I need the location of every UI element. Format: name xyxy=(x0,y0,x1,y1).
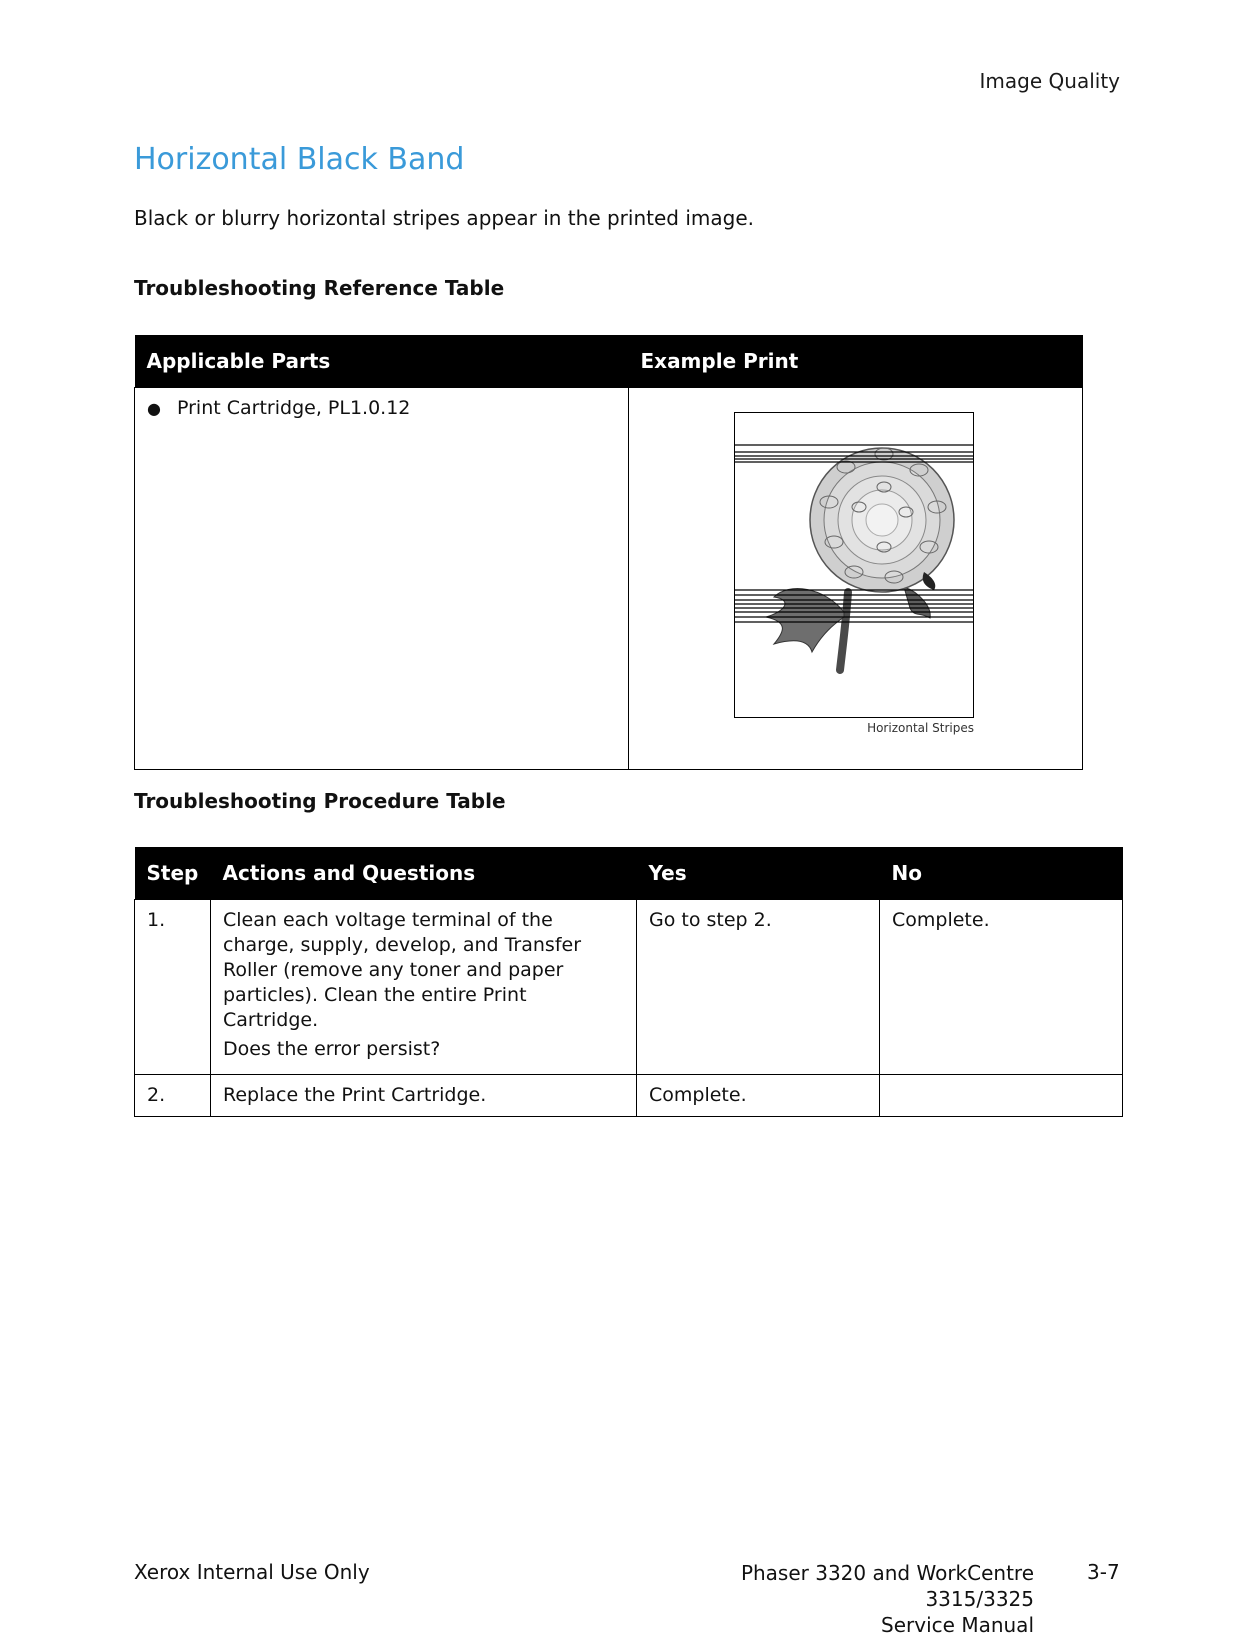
example-print-caption: Horizontal Stripes xyxy=(867,721,974,735)
column-header-actions: Actions and Questions xyxy=(211,847,637,900)
reference-table-row xyxy=(135,388,1083,770)
footer-product-name: Phaser 3320 and WorkCentre 3315/3325 xyxy=(740,1561,1034,1611)
page-number: 3-7 xyxy=(1087,1560,1120,1584)
table-row xyxy=(135,1075,1123,1117)
list-item xyxy=(147,396,616,421)
step-cell: 2. xyxy=(135,1075,211,1117)
procedure-table-header-row xyxy=(135,847,1123,900)
footer-confidentiality: Xerox Internal Use Only xyxy=(134,1560,370,1584)
yes-cell: Go to step 2. xyxy=(637,900,880,1075)
actions-cell xyxy=(211,900,637,1075)
actions-cell xyxy=(211,1075,637,1117)
no-cell: Complete. xyxy=(880,900,1123,1075)
flower-stripes-illustration xyxy=(734,412,974,718)
footer-product xyxy=(674,1560,1034,1638)
reference-table xyxy=(134,335,1083,770)
column-header-step: Step xyxy=(135,847,211,900)
column-header-no: No xyxy=(880,847,1123,900)
part-label: Print Cartridge, PL1.0.12 xyxy=(177,397,411,419)
column-header-applicable-parts: Applicable Parts xyxy=(135,335,629,388)
footer-manual-name: Service Manual xyxy=(881,1613,1034,1637)
yes-cell: Complete. xyxy=(637,1075,880,1117)
question-text: Does the error persist? xyxy=(223,1038,441,1060)
intro-text: Black or blurry horizontal stripes appear in the printed image. xyxy=(134,206,754,230)
example-print-cell xyxy=(629,388,1083,770)
procedure-table-heading: Troubleshooting Procedure Table xyxy=(134,789,506,813)
table-row xyxy=(135,900,1123,1075)
procedure-table xyxy=(134,847,1123,1117)
column-header-example-print: Example Print xyxy=(629,335,1083,388)
applicable-parts-cell xyxy=(135,388,629,770)
reference-table-header-row xyxy=(135,335,1083,388)
no-cell xyxy=(880,1075,1123,1117)
action-text: Clean each voltage terminal of the charge, supply, develop, and Transfer Roller (remove any toner and paper particles). Clean the entire Print Cartridge. xyxy=(223,909,582,1031)
bullet-icon: ● xyxy=(147,399,161,418)
step-cell: 1. xyxy=(135,900,211,1075)
reference-table-heading: Troubleshooting Reference Table xyxy=(134,276,505,300)
page-title: Horizontal Black Band xyxy=(134,142,465,177)
action-text: Replace the Print Cartridge. xyxy=(223,1084,487,1106)
column-header-yes: Yes xyxy=(637,847,880,900)
header-section-label: Image Quality xyxy=(979,69,1120,93)
